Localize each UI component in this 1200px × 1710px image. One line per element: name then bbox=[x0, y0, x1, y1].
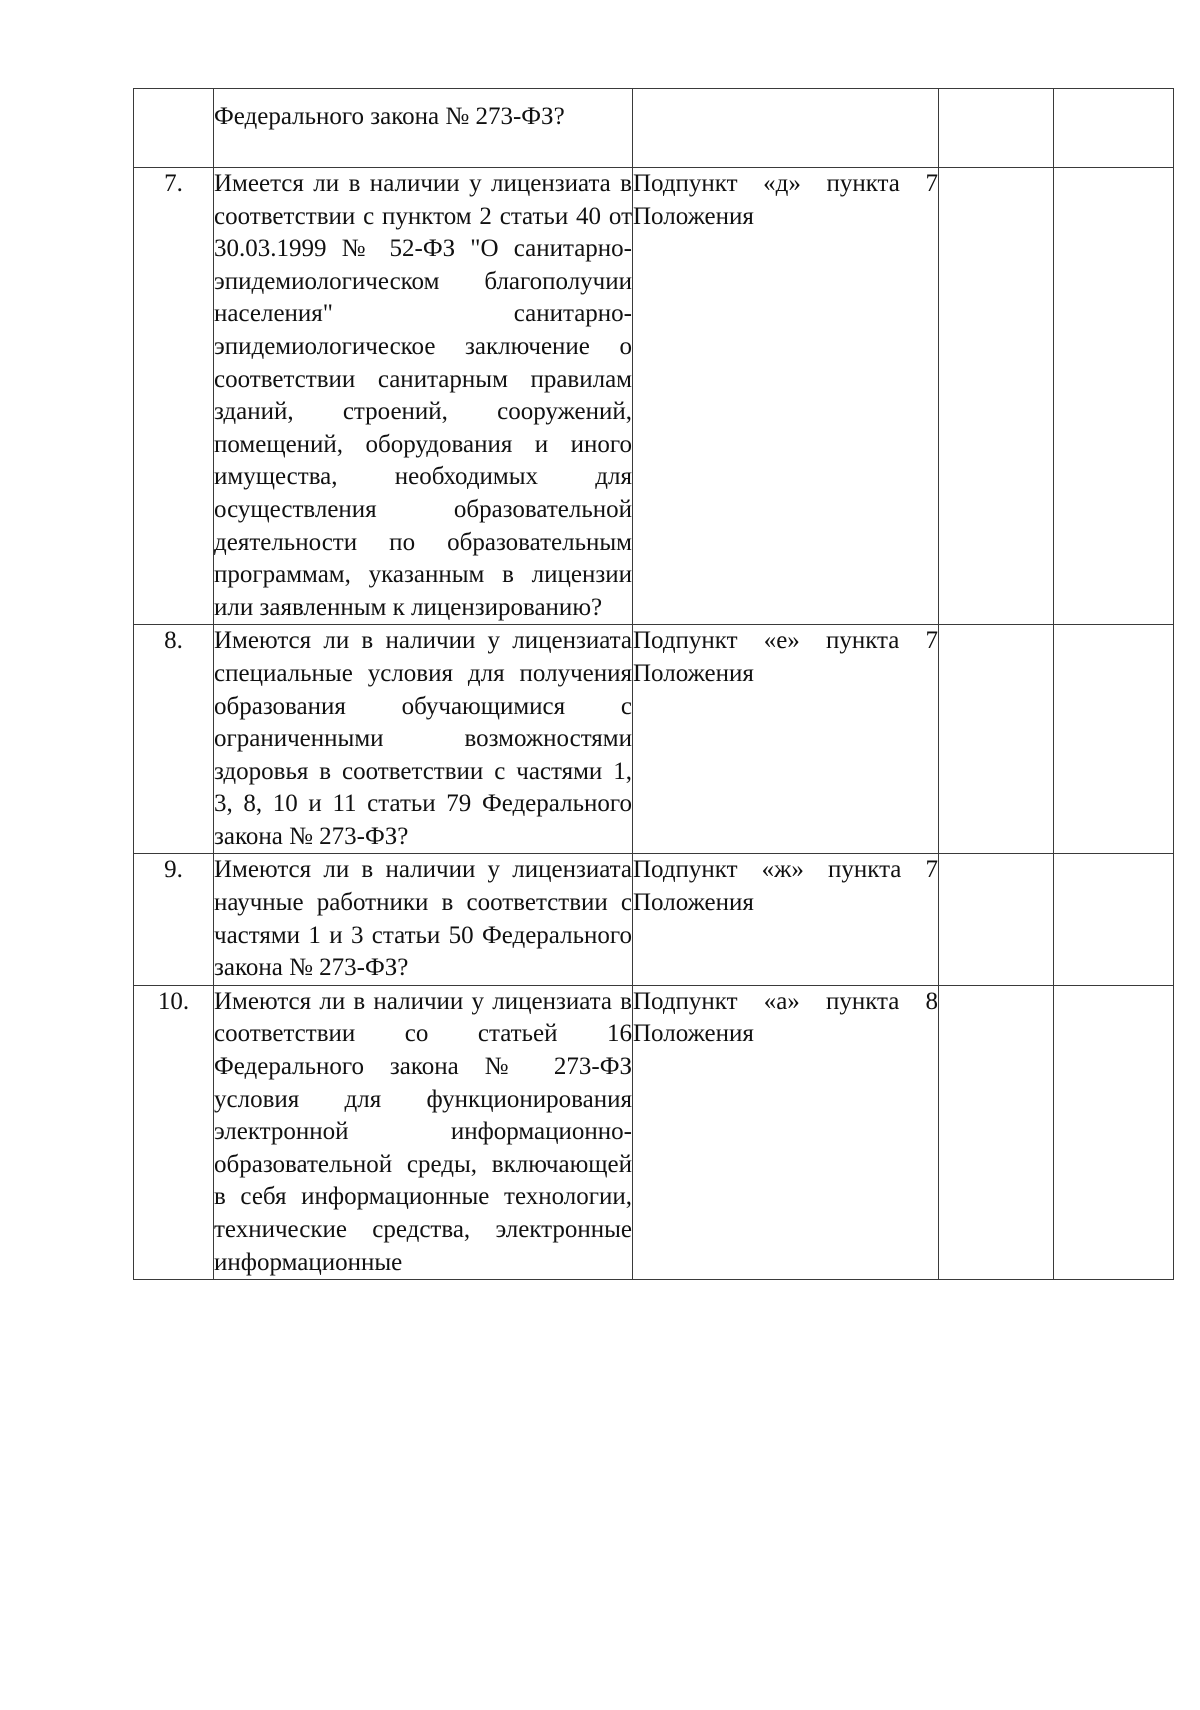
answer-cell bbox=[939, 625, 1054, 854]
question-text: Имеются ли в наличии у лицензиата научные работники в соответствии с частями 1 и 3 статьи 50 Федерального закона № 273-ФЗ? bbox=[214, 854, 633, 985]
row-number bbox=[134, 89, 214, 168]
row-number: 7. bbox=[134, 168, 214, 625]
answer-cell bbox=[939, 985, 1054, 1279]
checklist-table bbox=[133, 88, 1174, 1280]
table-row bbox=[134, 625, 1174, 854]
table-row bbox=[134, 89, 1174, 168]
table-row bbox=[134, 985, 1174, 1279]
question-text: Имеется ли в наличии у лицензиата в соответствии с пунктом 2 статьи 40 от 30.03.1999 № 52-ФЗ "О санитарно-эпидемиологическом благополучии населения" санитарно-эпидемиологическое заключение о соответствии санитарным правилам зданий, строений, сооружений, помещений, оборудования и иного имущества, необходимых для осуществления образовательной деятельности по образовательным программам, указанным в лицензии или заявленным к лицензированию? bbox=[214, 168, 633, 625]
notes-cell bbox=[1054, 985, 1174, 1279]
notes-cell bbox=[1054, 625, 1174, 854]
reference-text: Подпункт «ж» пункта 7 Положения bbox=[633, 854, 939, 985]
answer-cell bbox=[939, 89, 1054, 168]
reference-text: Подпункт «е» пункта 7 Положения bbox=[633, 625, 939, 854]
question-text: Имеются ли в наличии у лицензиата в соответствии со статьей 16 Федерального закона № 273-ФЗ условия для функционирования электронной информационно-образовательной среды, включающей в себя информационные технологии, технические средства, электронные информационные bbox=[214, 985, 633, 1279]
reference-text bbox=[633, 89, 939, 168]
table-row bbox=[134, 168, 1174, 625]
notes-cell bbox=[1054, 168, 1174, 625]
answer-cell bbox=[939, 854, 1054, 985]
row-number: 9. bbox=[134, 854, 214, 985]
question-text: Имеются ли в наличии у лицензиата специальные условия для получения образования обучающимися с ограниченными возможностями здоровья в соответствии с частями 1, 3, 8, 10 и 11 статьи 79 Федерального закона № 273-ФЗ? bbox=[214, 625, 633, 854]
table-row bbox=[134, 854, 1174, 985]
reference-text: Подпункт «д» пункта 7 Положения bbox=[633, 168, 939, 625]
notes-cell bbox=[1054, 854, 1174, 985]
reference-text: Подпункт «а» пункта 8 Положения bbox=[633, 985, 939, 1279]
notes-cell bbox=[1054, 89, 1174, 168]
row-number: 10. bbox=[134, 985, 214, 1279]
question-text: Федерального закона № 273-ФЗ? bbox=[214, 89, 633, 168]
answer-cell bbox=[939, 168, 1054, 625]
row-number: 8. bbox=[134, 625, 214, 854]
